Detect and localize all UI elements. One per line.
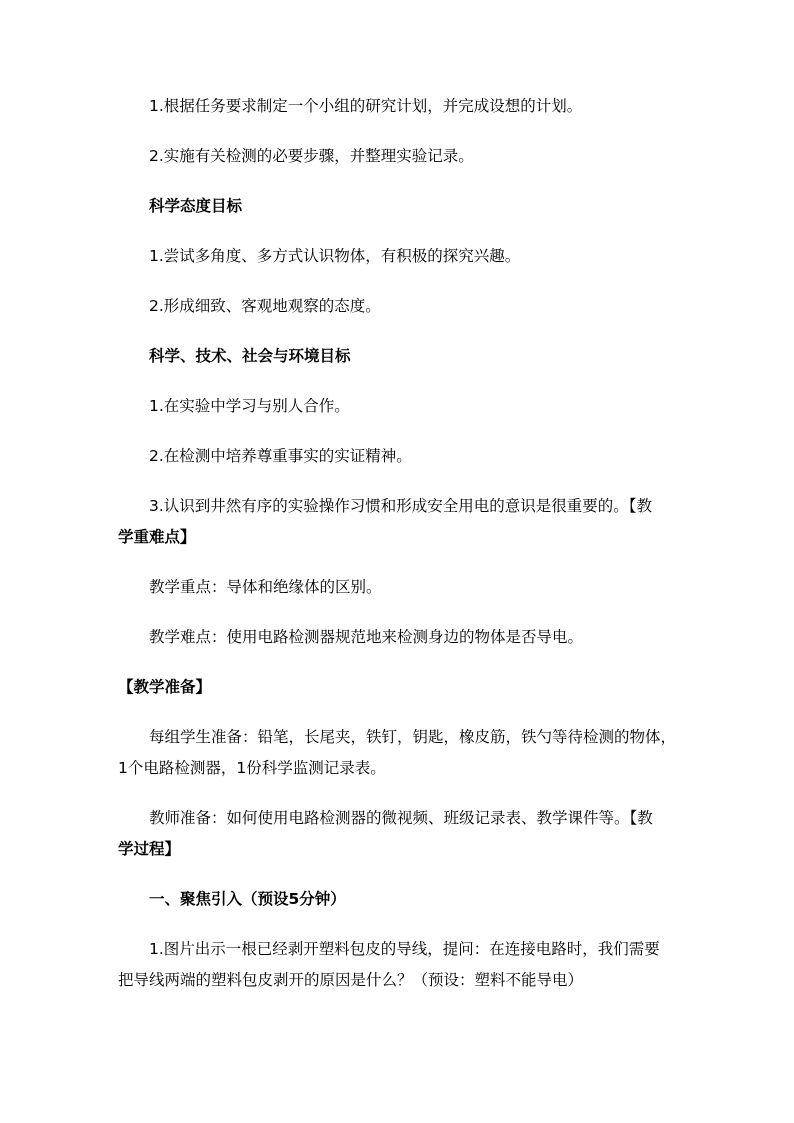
- text-line-14: 每组学生准备：铅笔，长尾夹，铁钉，钥匙，橡皮筋，铁勺等待检测的物体，: [149, 728, 677, 746]
- text-line-20: 把导线两端的塑料包皮剥开的原因是什么？（预设：塑料不能导电）: [118, 971, 584, 989]
- section-heading-preparation: 【教学准备】: [118, 678, 212, 696]
- section-heading-process: 学过程】: [118, 840, 181, 858]
- section-heading-stse: 科学、技术、社会与环境目标: [149, 347, 351, 365]
- text-line-8: 2.在检测中培养尊重事实的实证精神。: [149, 447, 412, 465]
- text-line-15: 1个电路检测器，1份科学监测记录表。: [118, 759, 386, 777]
- section-heading-key-points: 学重难点】: [118, 528, 196, 546]
- text-line-5: 2.形成细致、客观地观察的态度。: [149, 297, 381, 315]
- text-line-12: 教学难点：使用电路检测器规范地来检测身边的物体是否导电。: [149, 628, 584, 646]
- text-line-16: 教师准备：如何使用电路检测器的微视频、班级记录表、教学课件等。【教: [149, 809, 653, 827]
- section-heading-focus: 一、聚焦引入（预设5分钟）: [149, 890, 346, 908]
- text-line-1: 1.根据任务要求制定一个小组的研究计划，并完成设想的计划。: [149, 97, 583, 115]
- text-line-7: 1.在实验中学习与别人合作。: [149, 397, 350, 415]
- text-line-9: 3.认识到井然有序的实验操作习惯和形成安全用电的意识是很重要的。【教: [149, 497, 653, 515]
- text-line-4: 1.尝试多角度、多方式认识物体，有积极的探究兴趣。: [149, 247, 521, 265]
- section-heading-attitude: 科学态度目标: [149, 197, 243, 215]
- text-line-19: 1.图片出示一根已经剥开塑料包皮的导线，提问：在连接电路时，我们需要: [149, 940, 660, 958]
- text-line-2: 2.实施有关检测的必要步骤，并整理实验记录。: [149, 147, 474, 165]
- text-line-11: 教学重点：导体和绝缘体的区别。: [149, 578, 382, 596]
